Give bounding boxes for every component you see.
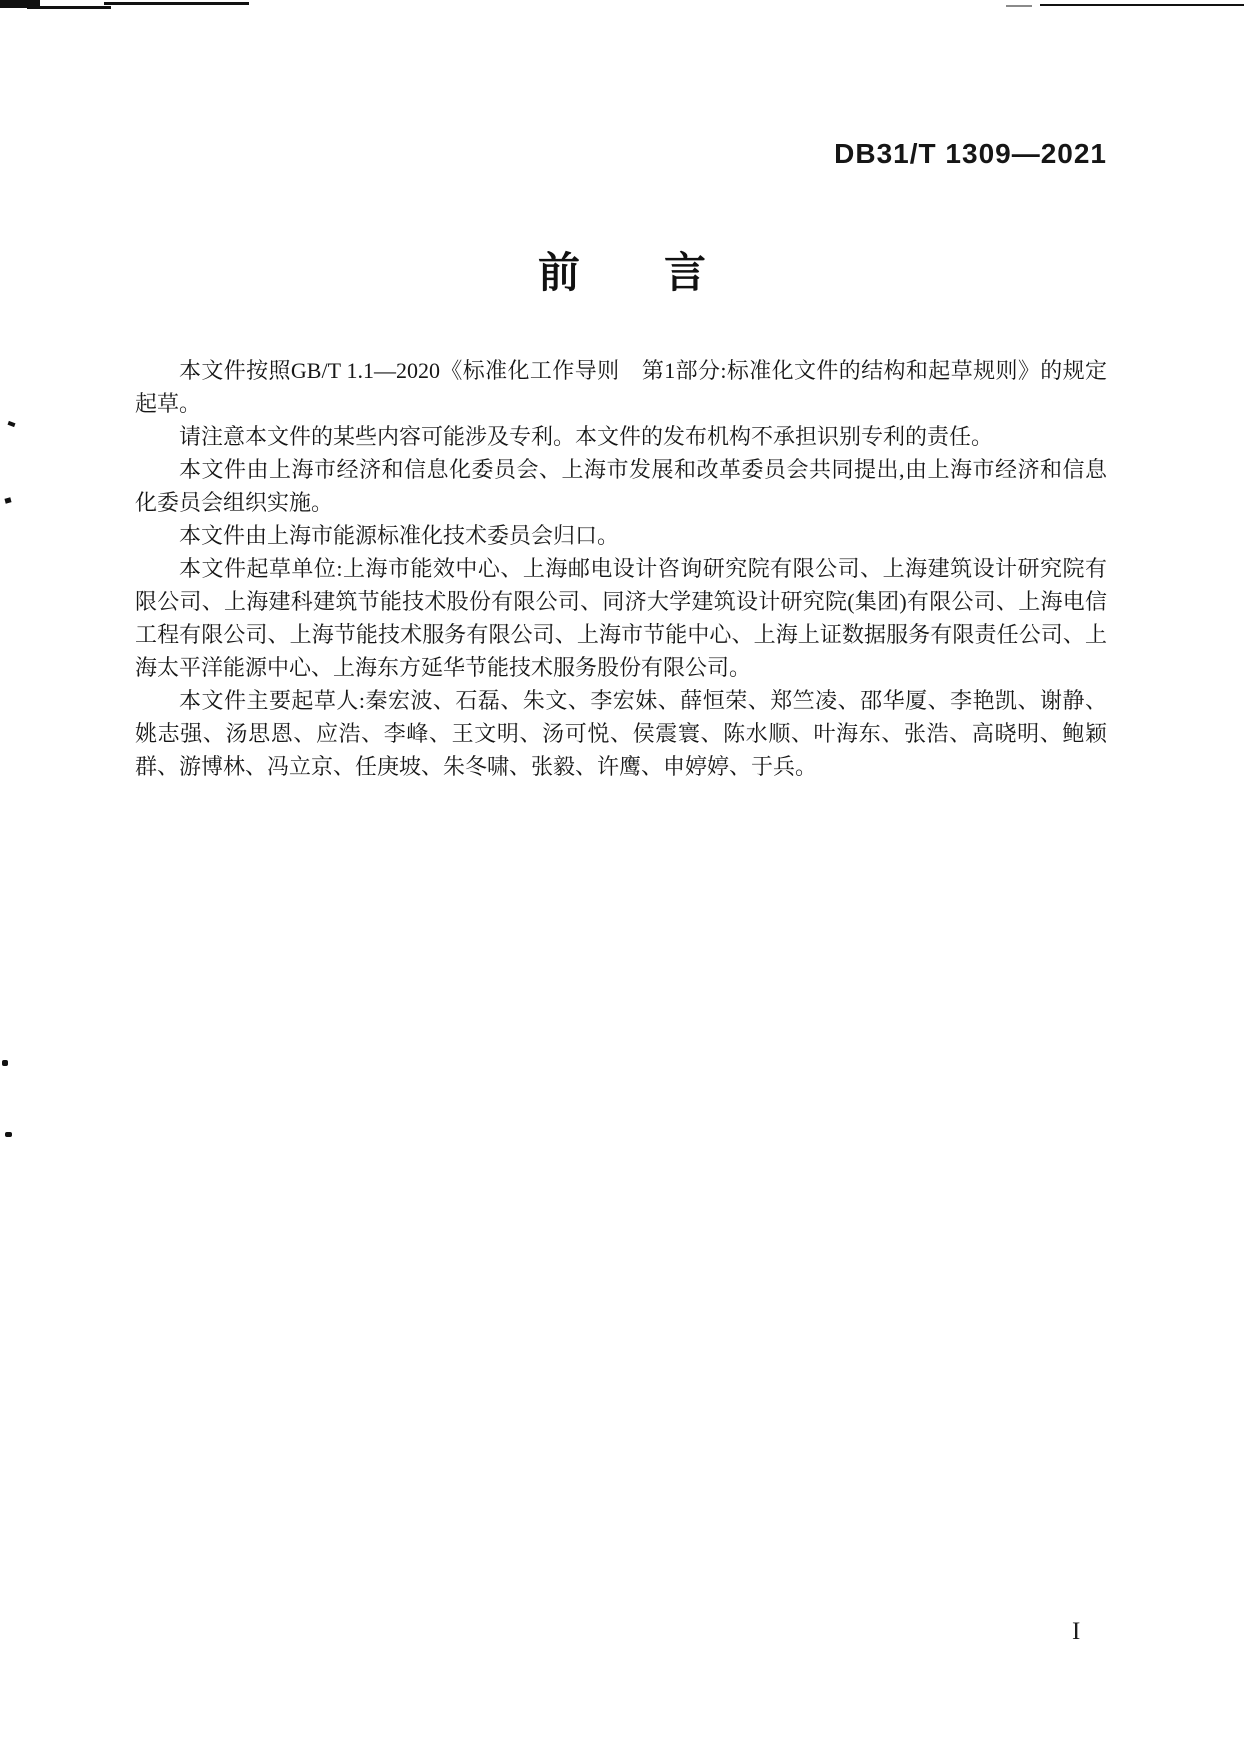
standard-code: DB31/T 1309—2021	[834, 138, 1107, 169]
paragraph-proposing-bodies: 本文件由上海市经济和信息化委员会、上海市发展和改革委员会共同提出,由上海市经济和信息化委员会组织实施。	[135, 457, 1107, 515]
scan-artifact	[1040, 4, 1244, 6]
paragraph-drafting-organizations: 本文件起草单位:上海市能效中心、上海邮电设计咨询研究院有限公司、上海建筑设计研究院有限公司、上海建科建筑节能技术股份有限公司、同济大学建筑设计研究院(集团)有限公司、上海电信工程有限公司、上海节能技术服务有限公司、上海市节能中心、上海上证数据服务有限责任公司、上海太平洋能源中心、上海东方延华节能技术服务股份有限公司。	[135, 556, 1107, 680]
page-title: 前 言	[537, 249, 706, 296]
scan-speck	[2, 1060, 8, 1066]
scan-artifact	[1006, 5, 1032, 7]
paragraph-patent-notice: 请注意本文件的某些内容可能涉及专利。本文件的发布机构不承担识别专利的责任。	[179, 424, 994, 449]
foreword-body	[135, 354, 1107, 783]
scan-speck	[5, 1132, 12, 1137]
scan-artifact	[27, 6, 111, 9]
paragraph-drafting-basis: 本文件按照GB/T 1.1—2020《标准化工作导则 第1部分:标准化文件的结构和起草规则》的规定起草。	[135, 358, 1107, 416]
page-number: I	[1072, 1618, 1081, 1645]
paragraph-centralized-body: 本文件由上海市能源标准化技术委员会归口。	[179, 523, 620, 548]
paragraph-main-drafters: 本文件主要起草人:秦宏波、石磊、朱文、李宏妹、薛恒荣、郑竺凌、邵华厦、李艳凯、谢静、姚志强、汤思恩、应浩、李峰、王文明、汤可悦、侯震寰、陈水顺、叶海东、张浩、高晓明、鲍颖群、游博林、冯立京、任庚坡、朱冬啸、张毅、许鹰、申婷婷、于兵。	[135, 688, 1107, 779]
scan-speck	[8, 421, 16, 427]
scan-speck	[4, 497, 11, 503]
scan-artifact	[104, 2, 249, 5]
